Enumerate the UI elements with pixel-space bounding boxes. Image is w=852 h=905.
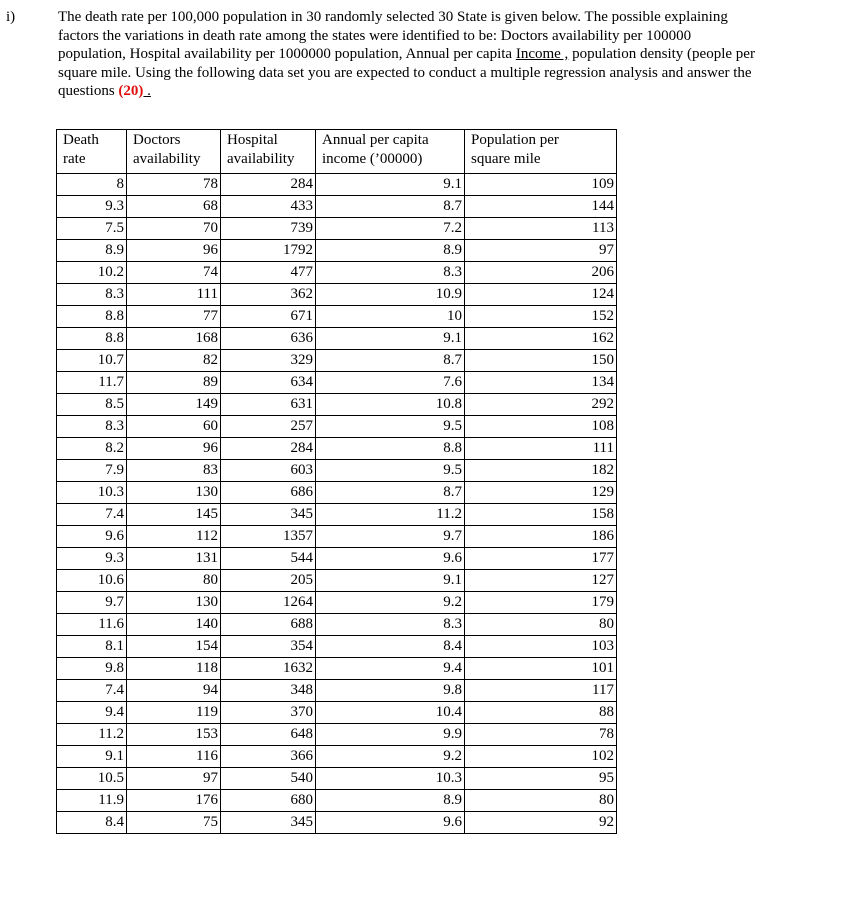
column-header-line: availability — [133, 151, 201, 167]
table-cell: 97 — [127, 768, 221, 790]
column-header — [57, 130, 127, 174]
table-cell: 150 — [465, 350, 617, 372]
data-table — [56, 129, 617, 834]
table-cell: 9.8 — [57, 658, 127, 680]
table-cell: 648 — [221, 724, 316, 746]
table-cell: 162 — [465, 328, 617, 350]
table-cell: 7.5 — [57, 218, 127, 240]
column-header — [465, 130, 617, 174]
table-cell: 688 — [221, 614, 316, 636]
table-row — [57, 614, 617, 636]
table-cell: 101 — [465, 658, 617, 680]
table-cell: 9.3 — [57, 196, 127, 218]
table-cell: 10.9 — [316, 284, 465, 306]
table-cell: 10.5 — [57, 768, 127, 790]
table-cell: 154 — [127, 636, 221, 658]
table-cell: 152 — [465, 306, 617, 328]
table-header-row — [57, 130, 617, 174]
table-cell: 168 — [127, 328, 221, 350]
table-cell: 634 — [221, 372, 316, 394]
table-cell: 631 — [221, 394, 316, 416]
table-cell: 9.4 — [316, 658, 465, 680]
table-cell: 116 — [127, 746, 221, 768]
table-row — [57, 196, 617, 218]
table-cell: 127 — [465, 570, 617, 592]
table-cell: 1357 — [221, 526, 316, 548]
column-header-line: availability — [227, 151, 295, 167]
table-cell: 10 — [316, 306, 465, 328]
table-cell: 177 — [465, 548, 617, 570]
table-row — [57, 746, 617, 768]
table-cell: 205 — [221, 570, 316, 592]
table-cell: 1632 — [221, 658, 316, 680]
table-cell: 131 — [127, 548, 221, 570]
table-cell: 9.2 — [316, 746, 465, 768]
table-cell: 119 — [127, 702, 221, 724]
table-cell: 7.2 — [316, 218, 465, 240]
income-underlined: Income , — [515, 46, 569, 62]
column-header-line: Death — [63, 132, 99, 148]
table-cell: 112 — [127, 526, 221, 548]
table-cell: 9.8 — [316, 680, 465, 702]
table-row — [57, 768, 617, 790]
table-row — [57, 636, 617, 658]
table-cell: 130 — [127, 592, 221, 614]
table-cell: 9.5 — [316, 460, 465, 482]
table-cell: 82 — [127, 350, 221, 372]
table-cell: 186 — [465, 526, 617, 548]
table-cell: 8.7 — [316, 196, 465, 218]
table-row — [57, 548, 617, 570]
table-row — [57, 438, 617, 460]
marks-label: (20) — [118, 83, 144, 99]
table-cell: 8.3 — [57, 284, 127, 306]
table-cell: 118 — [127, 658, 221, 680]
table-cell: 345 — [221, 812, 316, 834]
table-cell: 88 — [465, 702, 617, 724]
table-cell: 8.8 — [57, 306, 127, 328]
table-cell: 11.2 — [57, 724, 127, 746]
table-cell: 8.2 — [57, 438, 127, 460]
table-row — [57, 702, 617, 724]
table-cell: 7.9 — [57, 460, 127, 482]
table-row — [57, 680, 617, 702]
table-cell: 9.6 — [316, 812, 465, 834]
table-cell: 80 — [127, 570, 221, 592]
table-cell: 11.7 — [57, 372, 127, 394]
table-cell: 8.7 — [316, 482, 465, 504]
column-header — [316, 130, 465, 174]
table-cell: 540 — [221, 768, 316, 790]
table-cell: 60 — [127, 416, 221, 438]
table-cell: 345 — [221, 504, 316, 526]
table-cell: 140 — [127, 614, 221, 636]
table-row — [57, 262, 617, 284]
table-cell: 284 — [221, 438, 316, 460]
table-cell: 8.3 — [316, 262, 465, 284]
table-row — [57, 218, 617, 240]
table-cell: 370 — [221, 702, 316, 724]
table-cell: 111 — [127, 284, 221, 306]
table-cell: 206 — [465, 262, 617, 284]
table-cell: 9.7 — [316, 526, 465, 548]
table-row — [57, 724, 617, 746]
table-row — [57, 328, 617, 350]
column-header-line: rate — [63, 151, 86, 167]
table-cell: 68 — [127, 196, 221, 218]
column-header-line: Doctors — [133, 132, 181, 148]
table-cell: 97 — [465, 240, 617, 262]
table-cell: 80 — [465, 614, 617, 636]
table-cell: 153 — [127, 724, 221, 746]
table-cell: 9.6 — [57, 526, 127, 548]
table-cell: 89 — [127, 372, 221, 394]
column-header-line: Hospital — [227, 132, 278, 148]
table-cell: 70 — [127, 218, 221, 240]
table-cell: 10.2 — [57, 262, 127, 284]
table-cell: 8.3 — [57, 416, 127, 438]
table-cell: 145 — [127, 504, 221, 526]
table-cell: 95 — [465, 768, 617, 790]
table-cell: 9.1 — [57, 746, 127, 768]
table-cell: 348 — [221, 680, 316, 702]
table-cell: 74 — [127, 262, 221, 284]
column-header-line: square mile — [471, 151, 541, 167]
table-cell: 11.9 — [57, 790, 127, 812]
table-cell: 11.6 — [57, 614, 127, 636]
table-cell: 9.2 — [316, 592, 465, 614]
table-cell: 284 — [221, 174, 316, 196]
table-cell: 176 — [127, 790, 221, 812]
table-cell: 8.9 — [316, 790, 465, 812]
table-cell: 10.3 — [316, 768, 465, 790]
table-cell: 103 — [465, 636, 617, 658]
table-cell: 134 — [465, 372, 617, 394]
table-row — [57, 240, 617, 262]
table-cell: 149 — [127, 394, 221, 416]
table-cell: 78 — [465, 724, 617, 746]
table-cell: 329 — [221, 350, 316, 372]
column-header — [221, 130, 316, 174]
table-cell: 111 — [465, 438, 617, 460]
table-cell: 636 — [221, 328, 316, 350]
table-cell: 129 — [465, 482, 617, 504]
table-cell: 83 — [127, 460, 221, 482]
table-cell: 9.1 — [316, 570, 465, 592]
table-cell: 8.8 — [316, 438, 465, 460]
table-row — [57, 592, 617, 614]
table-cell: 8.7 — [316, 350, 465, 372]
table-row — [57, 658, 617, 680]
table-cell: 671 — [221, 306, 316, 328]
table-cell: 739 — [221, 218, 316, 240]
table-cell: 680 — [221, 790, 316, 812]
table-cell: 8.4 — [316, 636, 465, 658]
table-row — [57, 570, 617, 592]
table-cell: 158 — [465, 504, 617, 526]
table-cell: 117 — [465, 680, 617, 702]
table-cell: 292 — [465, 394, 617, 416]
table-cell: 8.3 — [316, 614, 465, 636]
table-cell: 8.4 — [57, 812, 127, 834]
table-row — [57, 790, 617, 812]
column-header-line: income (’00000) — [322, 151, 423, 167]
table-cell: 78 — [127, 174, 221, 196]
column-header-line: Population per — [471, 132, 559, 148]
table-cell: 10.7 — [57, 350, 127, 372]
table-cell: 9.9 — [316, 724, 465, 746]
table-cell: 8.1 — [57, 636, 127, 658]
table-cell: 94 — [127, 680, 221, 702]
table-cell: 10.8 — [316, 394, 465, 416]
table-cell: 7.4 — [57, 680, 127, 702]
table-cell: 124 — [465, 284, 617, 306]
table-cell: 9.5 — [316, 416, 465, 438]
table-cell: 8.5 — [57, 394, 127, 416]
table-row — [57, 394, 617, 416]
column-header — [127, 130, 221, 174]
table-cell: 8 — [57, 174, 127, 196]
table-cell: 10.3 — [57, 482, 127, 504]
table-cell: 144 — [465, 196, 617, 218]
table-row — [57, 526, 617, 548]
table-cell: 130 — [127, 482, 221, 504]
question-text — [58, 8, 758, 101]
table-cell: 603 — [221, 460, 316, 482]
table-cell: 354 — [221, 636, 316, 658]
table-cell: 366 — [221, 746, 316, 768]
table-cell: 1264 — [221, 592, 316, 614]
table-cell: 9.1 — [316, 174, 465, 196]
table-cell: 8.8 — [57, 328, 127, 350]
table-row — [57, 416, 617, 438]
table-cell: 10.4 — [316, 702, 465, 724]
table-row — [57, 482, 617, 504]
table-cell: 108 — [465, 416, 617, 438]
table-cell: 102 — [465, 746, 617, 768]
question-body-part-2: population density (people per square mile. Using the following data set you are expected to conduct a multiple regression analysis and answer the questions — [58, 46, 755, 99]
table-cell: 77 — [127, 306, 221, 328]
table-cell: 7.6 — [316, 372, 465, 394]
table-cell: 80 — [465, 790, 617, 812]
table-cell: 11.2 — [316, 504, 465, 526]
column-header-line: Annual per capita — [322, 132, 429, 148]
table-row — [57, 306, 617, 328]
table-cell: 9.6 — [316, 548, 465, 570]
table-cell: 1792 — [221, 240, 316, 262]
table-cell: 96 — [127, 240, 221, 262]
table-cell: 9.7 — [57, 592, 127, 614]
table-cell: 9.1 — [316, 328, 465, 350]
table-cell: 544 — [221, 548, 316, 570]
table-cell: 113 — [465, 218, 617, 240]
table-row — [57, 174, 617, 196]
marks-tail: . — [143, 83, 151, 99]
table-row — [57, 284, 617, 306]
table-row — [57, 504, 617, 526]
table-cell: 9.3 — [57, 548, 127, 570]
question-body-part-1: The death rate per 100,000 population in 30 randomly selected 30 State is given below. The possible explaining factors the variations in death rate among the states were identified to be: Doctors availability per 100000 population, Hospital availability per 1000000 population, Annual per capita — [58, 9, 728, 62]
table-cell: 257 — [221, 416, 316, 438]
table-cell: 182 — [465, 460, 617, 482]
table-row — [57, 460, 617, 482]
table-cell: 96 — [127, 438, 221, 460]
table-cell: 179 — [465, 592, 617, 614]
table-body — [57, 174, 617, 834]
table-cell: 92 — [465, 812, 617, 834]
table-cell: 9.4 — [57, 702, 127, 724]
table-cell: 8.9 — [316, 240, 465, 262]
table-row — [57, 812, 617, 834]
question-number: i) — [6, 9, 16, 25]
table-cell: 433 — [221, 196, 316, 218]
table-cell: 8.9 — [57, 240, 127, 262]
table-row — [57, 350, 617, 372]
table-cell: 75 — [127, 812, 221, 834]
table-cell: 10.6 — [57, 570, 127, 592]
table-cell: 362 — [221, 284, 316, 306]
table-row — [57, 372, 617, 394]
table-cell: 686 — [221, 482, 316, 504]
table-cell: 477 — [221, 262, 316, 284]
table-cell: 7.4 — [57, 504, 127, 526]
table-cell: 109 — [465, 174, 617, 196]
